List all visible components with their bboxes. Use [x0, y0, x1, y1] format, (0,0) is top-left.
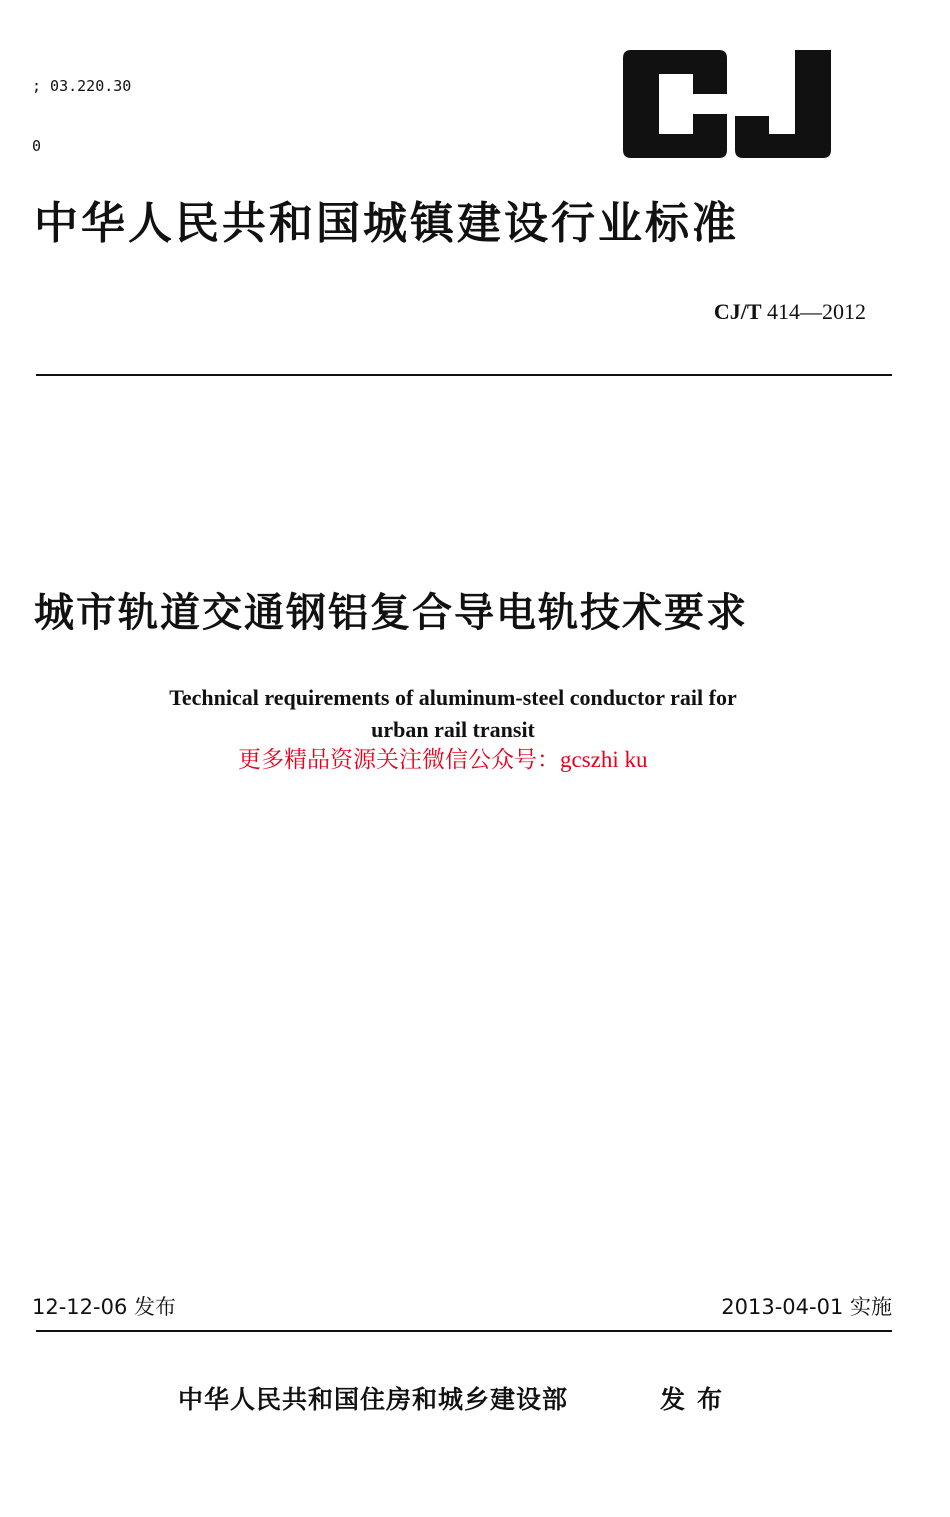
- publisher-name: 中华人民共和国住房和城乡建设部: [178, 1385, 569, 1414]
- ics-classification: [32, 36, 131, 176]
- cj-logo: [623, 50, 831, 158]
- promo-watermark-text: 更多精品资源关注微信公众号：gcszhi ku: [238, 747, 648, 772]
- standard-number-value: 414—2012: [767, 299, 866, 324]
- document-title-english: [0, 682, 906, 746]
- bottom-divider: [36, 1330, 892, 1332]
- cj-logo-letter-j: [735, 50, 831, 158]
- issue-date: 12-12-06 发布: [32, 1295, 176, 1319]
- document-title-chinese: 城市轨道交通钢铝复合导电轨技术要求: [34, 590, 748, 636]
- standard-prefix: CJ/T: [713, 299, 762, 324]
- ics-code: ; 03.220.30: [32, 77, 132, 95]
- ccs-code: 0: [32, 137, 42, 155]
- english-title-line-2: urban rail transit: [371, 717, 535, 742]
- english-title-line-1: Technical requirements of aluminum-steel conductor rail for: [169, 685, 737, 710]
- standard-number: [714, 297, 866, 327]
- implementation-date: 2013-04-01 实施: [721, 1295, 892, 1319]
- cj-logo-letter-c: [623, 50, 727, 158]
- publisher-action: 发布: [660, 1385, 735, 1414]
- top-divider: [36, 374, 892, 376]
- industry-standard-title: 中华人民共和国城镇建设行业标准: [34, 198, 739, 249]
